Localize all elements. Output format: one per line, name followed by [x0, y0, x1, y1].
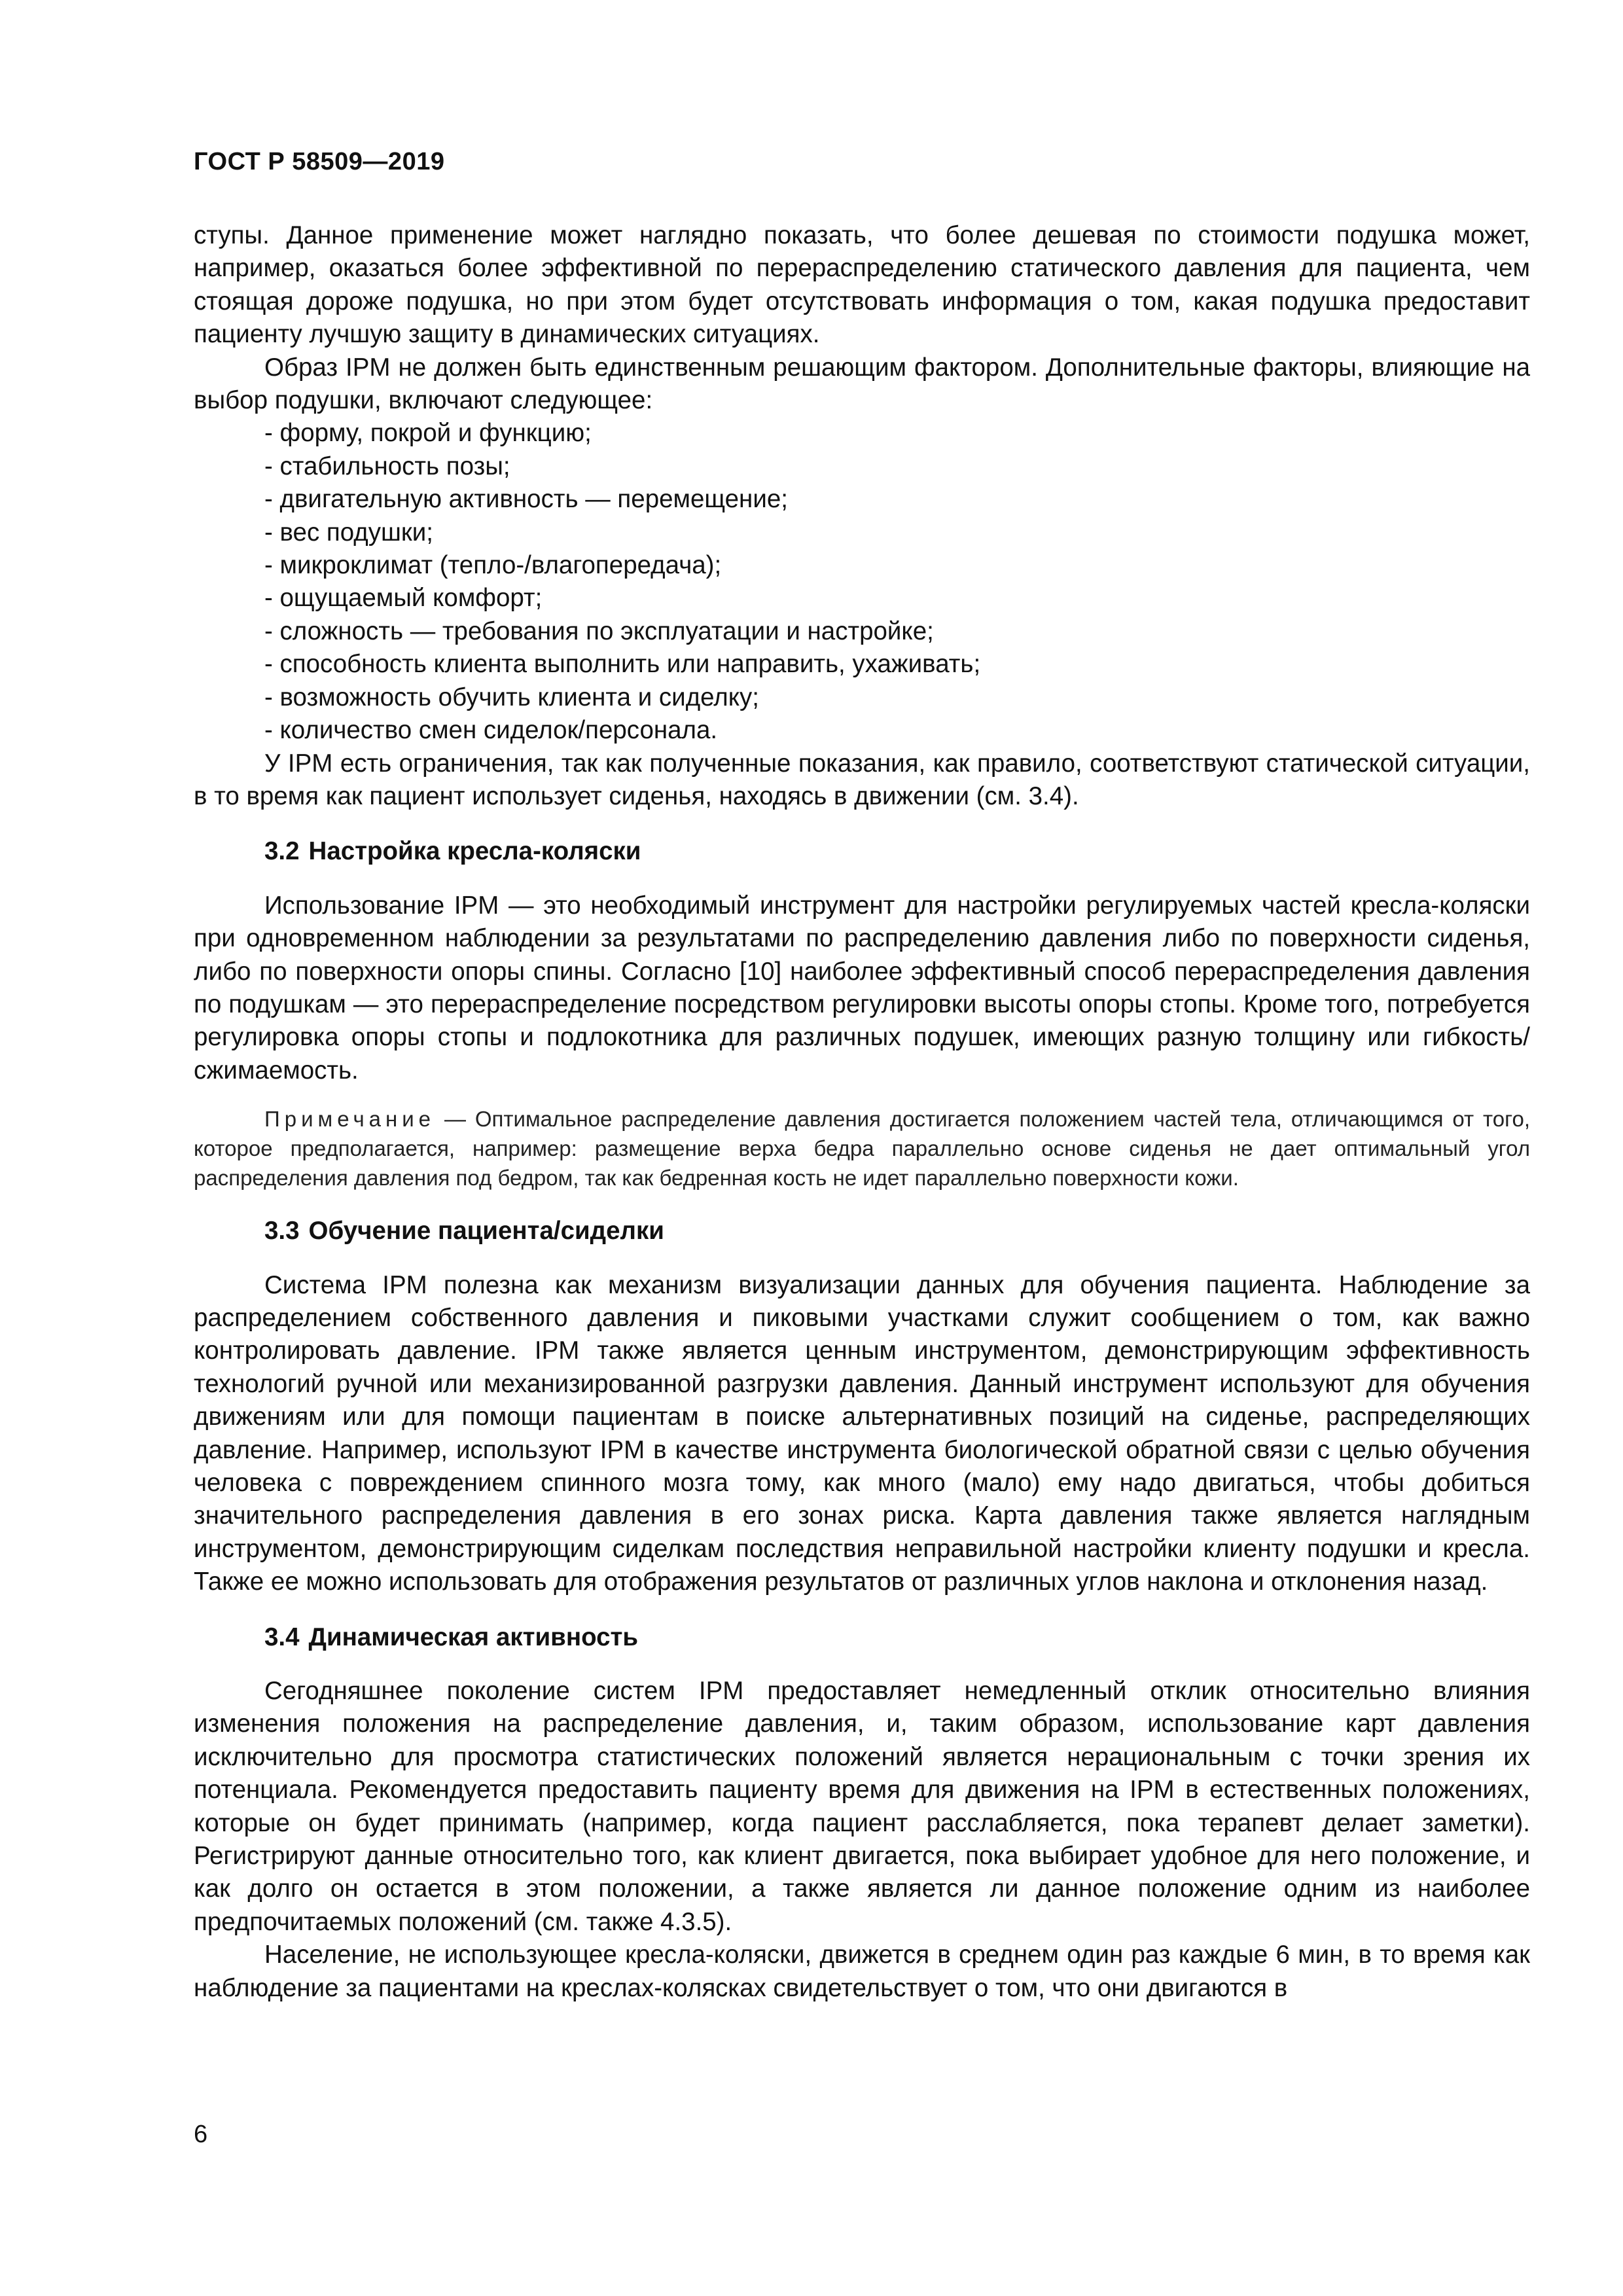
page-number: 6 — [194, 2121, 208, 2148]
paragraph-factors-intro: Образ IPM не должен быть единственным решающим фактором. Дополнительные факторы, влияющие на выбор подушки, включают следующее: — [194, 353, 1530, 415]
section-heading-3-4 — [194, 1621, 1530, 1654]
paragraph-continuation: ступы. Данное применение может наглядно показать, что более дешевая по стоимости подушка может, например, оказаться более эффективной по перераспределению статического давления для пациента, чем стоящая дороже подушка, но при этом будет отсутствовать информация о том, какая подушка предоставит пациенту лучшую защиту в динамических ситуациях. — [194, 221, 1530, 349]
page-content — [194, 219, 1530, 2005]
section-number: 3.4 — [264, 1623, 300, 1651]
factors-list — [194, 417, 1530, 747]
section-title: Динамическая активность — [308, 1623, 639, 1651]
section-number: 3.3 — [264, 1217, 300, 1246]
list-item: - возможность обучить клиента и сиделку; — [264, 683, 759, 711]
section-number: 3.2 — [264, 837, 300, 866]
paragraph-wheelchair-setup: Использование IPM — это необходимый инструмент для настройки регулируемых частей кресла-коляски при одновременном наблюдении за результатами по распределению давления либо по поверхности сиденья, либо по поверхности опоры спины. Согласно [10] наиболее эффективный способ перераспределения давления по подушкам — это перераспределение посредством регулировки высоты опоры стопы. Кроме того, потребуется регулировка опоры стопы и подлокотника для различных подушек, имеющих разную толщину или гибкость/сжимаемость. — [194, 891, 1530, 1085]
paragraph-dynamic-activity: Сегодняшнее поколение систем IPM предоставляет немедленный отклик относительно влияния изменения положения на распределение давления, и, таким образом, использование карт давления исключительно для просмотра статистических положений является нерациональным с точки зрения их потенциала. Рекомендуется предоставить пациенту время для движения на IPM в естественных положениях, которые он будет принимать (например, когда пациент расслабляется, пока терапевт делает заметки). Регистрируют данные относительно того, как клиент двигается, пока выбирает удобное для него положение, и как долго он остается в этом положении, а также является ли данное положение одним из наиболее предпочитаемых положений (см. также 4.3.5). — [194, 1677, 1530, 1936]
list-item: - форму, покрой и функцию; — [264, 419, 592, 448]
paragraph-patient-training: Система IPM полезна как механизм визуализации данных для обучения пациента. Наблюдение за распределением собственного давления и пиковыми участками служит сообщением о том, как важно контролировать давление. IPM также является ценным инструментом, демонстрирующим эффективность технологий ручной или механизированной разгрузки давления. Данный инструмент используют для обучения движениям или для помощи пациентам в поиске альтернативных позиций на сиденье, распределяющих давление. Например, используют IPM в качестве инструмента биологической обратной связи с целью обучения человека с повреждением спинного мозга тому, как много (мало) ему надо двигаться, чтобы добиться значительного распределения давления в его зонах риска. Карта давления также является наглядным инструментом, демонстрирующим сиделкам последствия неправильной настройки клиенту подушки и кресла. Также ее можно использовать для отображения результатов от различных углов наклона и отклонения назад. — [194, 1270, 1530, 1596]
list-item: - вес подушки; — [264, 518, 433, 547]
section-title: Настройка кресла-коляски — [308, 837, 641, 866]
note-text: — Оптимальное распределение давления достигается положением частей тела, отличающимся от того, которое предполагается, например: размещение верха бедра параллельно основе сиденья не дает оптимальный угол распределения давления под бедром, так как бедренная кость не идет параллельно поверхности кожи. — [194, 1107, 1530, 1191]
note-block — [194, 1104, 1530, 1193]
section-heading-3-3 — [194, 1215, 1530, 1247]
list-item: - ощущаемый комфорт; — [264, 584, 543, 613]
paragraph-population-movement: Население, не использующее кресла-коляски, движется в среднем один раз каждые 6 мин, в то время как наблюдение за пациентами на креслах-колясках свидетельствует о том, что они двигаются в — [194, 1941, 1530, 2002]
list-item: - количество смен сиделок/персонала. — [264, 716, 718, 745]
section-heading-3-2 — [194, 835, 1530, 868]
section-title: Обучение пациента/сиделки — [308, 1217, 664, 1246]
list-item: - сложность — требования по эксплуатации и настройке; — [264, 617, 934, 645]
document-page — [194, 0, 1530, 2296]
note-label: Примечание — [264, 1107, 436, 1132]
list-item: - микроклимат (тепло-/влагопередача); — [264, 551, 722, 580]
document-code-header: ГОСТ Р 58509—2019 — [194, 148, 445, 175]
paragraph-ipm-limitations: У IPM есть ограничения, так как полученные показания, как правило, соответствуют статической ситуации, в то время как пациент использует сиденья, находясь в движении (см. 3.4). — [194, 749, 1530, 810]
list-item: - двигательную активность — перемещение; — [264, 485, 788, 514]
list-item: - стабильность позы; — [264, 452, 510, 480]
list-item: - способность клиента выполнить или направить, ухаживать; — [264, 650, 981, 679]
